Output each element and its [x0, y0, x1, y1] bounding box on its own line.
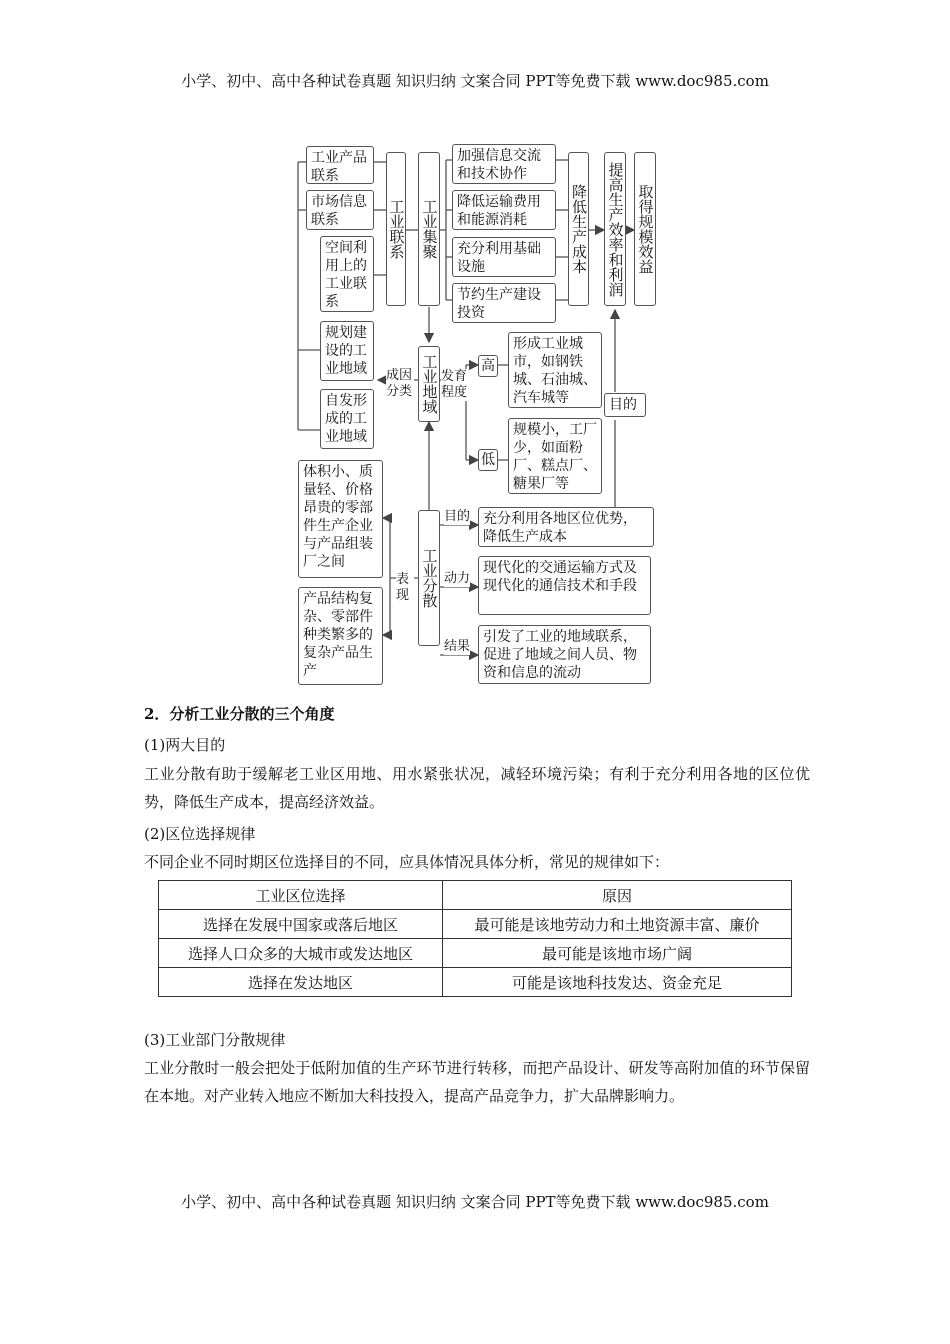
table-header-cell: 原因 [443, 881, 792, 910]
fayu-label: 发育程度 [441, 369, 468, 400]
di-desc-box: 规模小，工厂少，如面粉厂、糕点厂、糖果厂等 [508, 418, 602, 494]
table-cell: 选择人口众多的大城市或发达地区 [159, 939, 443, 968]
biaoxian-label: 表现 [396, 572, 414, 604]
effect-invest-box: 节约生产建设投资 [452, 283, 556, 323]
location-choice-table [158, 880, 792, 997]
mudi-label: 目的 [444, 509, 471, 524]
gongye-fensan-box: 工业分散 [418, 510, 440, 646]
link-space-box: 空间利用上的工业联系 [320, 236, 374, 312]
table-header-row [159, 881, 792, 910]
page-header: 小学、初中、高中各种试卷真题 知识归纳 文案合同 PPT等免费下载 www.doc985.com [181, 72, 769, 90]
dongli-desc-box: 现代化的交通运输方式及现代化的通信技术和手段 [478, 556, 651, 615]
jieguo-desc-box: 引发了工业的地域联系，促进了地域之间人员、物资和信息的流动 [478, 625, 651, 684]
region-spontaneous-box: 自发形成的工业地域 [320, 389, 374, 449]
table-cell: 最可能是该地劳动力和土地资源丰富、廉价 [443, 910, 792, 939]
effect-infra-box: 充分利用基础设施 [452, 237, 556, 277]
table-cell: 选择在发展中国家或落后地区 [159, 910, 443, 939]
di-box: 低 [478, 449, 498, 471]
table-header-cell: 工业区位选择 [159, 881, 443, 910]
table-cell: 可能是该地科技发达、资金充足 [443, 968, 792, 997]
effect-transport-box: 降低运输费用和能源消耗 [452, 190, 556, 230]
jieguo-label: 结果 [444, 639, 471, 654]
gongye-jiju-box: 工业集聚 [418, 152, 440, 306]
disperse-example-complex-box: 产品结构复杂、零部件种类繁多的复杂产品生产 [298, 587, 383, 685]
link-product-box: 工业产品联系 [306, 146, 374, 184]
mudi-desc-box: 充分利用各地区位优势，降低生产成本 [478, 507, 654, 547]
table-row [159, 939, 792, 968]
tigao-xiaolv-box: 提高生产效率和利润 [604, 152, 626, 306]
sub2-text: 不同企业不同时期区位选择目的不同，应具体情况具体分析，常见的规律如下： [144, 853, 670, 871]
sub3-title: (3)工业部门分散规律 [144, 1031, 286, 1049]
region-planned-box: 规划建设的工业地域 [320, 321, 374, 381]
table-row [159, 910, 792, 939]
table-cell: 最可能是该地市场广阔 [443, 939, 792, 968]
link-market-box: 市场信息联系 [306, 190, 374, 230]
jiangdi-chengben-box: 降低生产成本 [568, 152, 589, 306]
page-footer: 小学、初中、高中各种试卷真题 知识归纳 文案合同 PPT等免费下载 www.doc985.com [181, 1193, 769, 1211]
disperse-example-parts-box: 体积小、质量轻、价格昂贵的零部件生产企业与产品组装厂之间 [298, 460, 383, 578]
gongye-diyu-box: 工业地域 [418, 346, 440, 422]
effect-info-box: 加强信息交流和技术协作 [452, 144, 556, 184]
sub2-title: (2)区位选择规律 [144, 825, 256, 843]
table-row [159, 968, 792, 997]
chengyin-label: 成因分类 [386, 368, 413, 399]
table-cell: 选择在发达地区 [159, 968, 443, 997]
sub1-title: (1)两大目的 [144, 736, 226, 754]
gao-box: 高 [478, 355, 498, 377]
mudi-box: 目的 [604, 393, 646, 417]
sub1-text: 工业分散有助于缓解老工业区用地、用水紧张状况，减轻环境污染；有利于充分利用各地的区位优势，降低生产成本，提高经济效益。 [144, 765, 810, 811]
dongli-label: 动力 [444, 571, 471, 586]
gongye-lianxi-box: 工业联系 [386, 152, 406, 306]
sub3-text: 工业分散时一般会把处于低附加值的生产环节进行转移，而把产品设计、研发等高附加值的环节保留在本地。对产业转入地应不断加大科技投入，提高产品竞争力，扩大品牌影响力。 [144, 1059, 810, 1105]
gao-desc-box: 形成工业城市，如钢铁城、石油城、汽车城等 [508, 332, 602, 408]
qude-guimo-box: 取得规模效益 [634, 152, 656, 306]
section2-title: 2．分析工业分散的三个角度 [144, 705, 335, 723]
